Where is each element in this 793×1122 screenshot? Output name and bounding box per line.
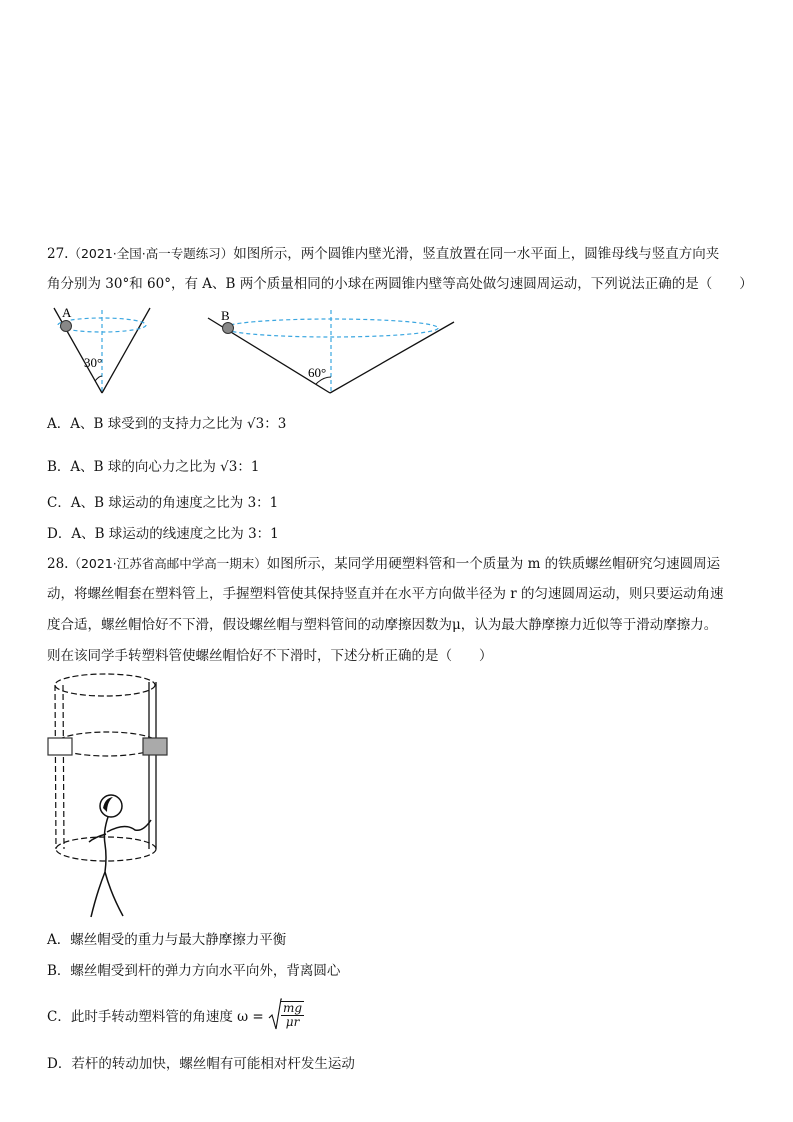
- q27-line-2: [47, 269, 752, 300]
- q28-line-1: [47, 548, 752, 579]
- cone-b-ball-label: B: [221, 308, 230, 323]
- q27-option-b[interactable]: [47, 455, 259, 475]
- q28-line-2: [47, 579, 752, 610]
- q27-source: （2021·全国·高一专题练习）: [68, 246, 234, 261]
- q28-stem-line-2: 动，将螺丝帽套在塑料管上，手握塑料管使其保持竖直并在水平方向做半径为 r 的匀速圆周运动，则只要运动角速: [47, 586, 724, 602]
- formula-denominator: μr: [285, 1015, 300, 1029]
- q28-stem-line-4: 则在该同学手转塑料管使螺丝帽恰好不下滑时，下述分析正确的是（ ）: [47, 648, 493, 664]
- q28-source: （2021·江苏省高邮中学高一期末）: [68, 556, 267, 571]
- q28-stem-line-3: 度合适，螺丝帽恰好不下滑，假设螺丝帽与塑料管间的动摩擦因数为μ，认为最大静摩擦力近似等于滑动摩擦力。: [47, 617, 718, 633]
- q27-option-c-text: A、B 球运动的角速度之比为 3：1: [70, 495, 279, 511]
- q28-option-b[interactable]: [47, 959, 340, 979]
- cone-a-angle-label: 30°: [84, 355, 103, 370]
- nut-left: [48, 738, 72, 755]
- cone-b: [208, 310, 454, 393]
- q28-option-d-letter: D．: [47, 1056, 72, 1072]
- nut-right: [143, 738, 167, 755]
- q27-option-d-text: A、B 球运动的线速度之比为 3：1: [71, 526, 279, 542]
- q28-option-b-letter: B．: [47, 963, 71, 979]
- q28-option-b-text: 螺丝帽受到杆的弹力方向水平向外，背离圆心: [70, 963, 341, 979]
- q27-cones-figure: [48, 305, 468, 397]
- q28-option-a[interactable]: [47, 928, 286, 948]
- q27-option-d[interactable]: [47, 522, 279, 542]
- omega-formula: [268, 998, 304, 1032]
- q28-option-a-text: 螺丝帽受的重力与最大静摩擦力平衡: [70, 932, 287, 948]
- q28-option-a-letter: A．: [47, 932, 71, 948]
- cone-a-ball-label: A: [62, 305, 72, 320]
- q27-option-b-letter: B．: [47, 459, 71, 475]
- q28-option-d[interactable]: [47, 1052, 355, 1072]
- q27-option-d-letter: D．: [47, 526, 72, 542]
- q27-number: 27.: [47, 246, 69, 262]
- q27-option-c-letter: C．: [47, 495, 71, 511]
- q27-option-c[interactable]: [47, 491, 278, 511]
- q28-line-4: [47, 641, 752, 672]
- q27-option-a[interactable]: [47, 412, 286, 432]
- q28-tube-figure: [45, 672, 175, 922]
- q28-line-3: [47, 610, 752, 641]
- q28-number: 28.: [47, 556, 69, 572]
- cone-b-angle-label: 60°: [308, 365, 327, 380]
- q27-line-1: [47, 238, 752, 269]
- formula-numerator: mg: [283, 1001, 303, 1015]
- q27-option-a-letter: A．: [47, 416, 71, 432]
- q27-option-b-text: A、B 球的向心力之比为 √3：1: [70, 459, 260, 475]
- question-28: [47, 548, 752, 672]
- q28-stem-line-1: 如图所示，某同学用硬塑料管和一个质量为 m 的铁质螺丝帽研究匀速圆周运: [266, 556, 721, 572]
- stick-figure: [89, 795, 151, 917]
- q28-option-c[interactable]: [47, 998, 304, 1032]
- q28-option-c-letter: C．: [47, 1009, 71, 1025]
- q27-option-a-text: A、B 球受到的支持力之比为 √3：3: [70, 416, 287, 432]
- q28-option-d-text: 若杆的转动加快，螺丝帽有可能相对杆发生运动: [71, 1056, 355, 1072]
- q28-option-c-text: 此时手转动塑料管的角速度 ω =: [70, 1009, 264, 1025]
- question-27: [47, 238, 752, 300]
- q27-stem-line-1: 如图所示，两个圆锥内壁光滑，竖直放置在同一水平面上，圆锥母线与竖直方向夹: [233, 246, 720, 262]
- cone-a: [54, 308, 150, 393]
- q27-stem-line-2: 角分别为 30°和 60°，有 A、B 两个质量相同的小球在两圆锥内壁等高处做匀速圆周运动，下列说法正确的是（ ）: [47, 276, 753, 292]
